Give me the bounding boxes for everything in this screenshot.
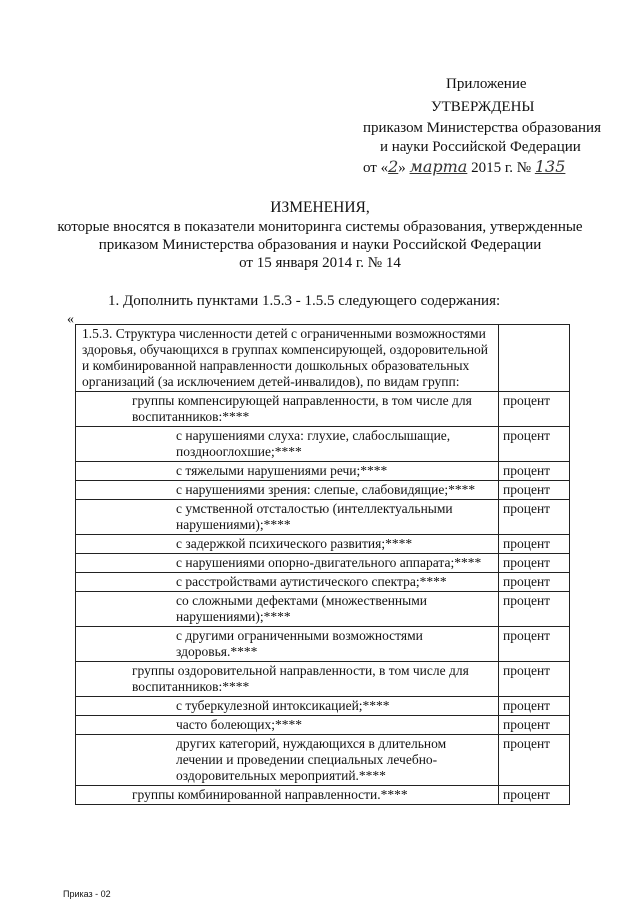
date-month: марта: [409, 157, 468, 176]
table-row: [76, 716, 570, 735]
title-line-1: которые вносятся в показатели мониторинга системы образования, утвержденные: [57, 219, 583, 235]
table-row: [76, 462, 570, 481]
row-text-cell: группы оздоровительной направленности, в том числе для воспитанников:****: [76, 662, 499, 697]
unit-cell: процент: [499, 662, 570, 697]
approved-label: УТВЕРЖДЕНЫ: [431, 99, 535, 115]
footer-code: Приказ - 02: [63, 889, 111, 899]
order-line-1: приказом Министерства образования: [363, 120, 601, 136]
unit-cell: процент: [499, 592, 570, 627]
date-mid: »: [398, 160, 406, 176]
section-heading-cell: 1.5.3. Структура численности детей с ограниченными возможностями здоровья, обучающихся в группах компенсирующей, оздоровительной и комбинированной направленности дошкольных образовательных организаций (за исключением детей-инвалидов), по видам групп:: [76, 325, 499, 392]
unit-cell: процент: [499, 786, 570, 805]
intro-paragraph: 1. Дополнить пунктами 1.5.3 - 1.5.5 следующего содержания:: [108, 293, 501, 309]
unit-cell: процент: [499, 573, 570, 592]
title-line-2: приказом Министерства образования и науки Российской Федерации: [98, 237, 542, 253]
row-text-cell: с задержкой психического развития;****: [76, 535, 499, 554]
opening-quote: «: [67, 312, 74, 327]
unit-cell: процент: [499, 392, 570, 427]
table-row: [76, 592, 570, 627]
table-row: [76, 481, 570, 500]
date-year: 2015 г. №: [471, 160, 532, 176]
unit-cell: процент: [499, 462, 570, 481]
row-text-cell: группы компенсирующей направленности, в том числе для воспитанников:****: [76, 392, 499, 427]
unit-cell: процент: [499, 500, 570, 535]
row-text-cell: других категорий, нуждающихся в длительном лечении и проведении специальных лечебно-оздоровительных мероприятий.****: [76, 735, 499, 786]
table-row: [76, 627, 570, 662]
unit-cell: процент: [499, 697, 570, 716]
table-row: [76, 392, 570, 427]
table-row: [76, 786, 570, 805]
table-row: [76, 573, 570, 592]
indicators-table: [75, 324, 570, 805]
table-row: [76, 500, 570, 535]
row-text-cell: группы комбинированной направленности.****: [76, 786, 499, 805]
unit-cell: процент: [499, 735, 570, 786]
row-text-cell: с расстройствами аутистического спектра;****: [76, 573, 499, 592]
row-text-cell: с нарушениями зрения: слепые, слабовидящие;****: [76, 481, 499, 500]
row-text-cell: часто болеющих;****: [76, 716, 499, 735]
table-row: [76, 427, 570, 462]
unit-cell: процент: [499, 554, 570, 573]
row-text-cell: с нарушениями опорно-двигательного аппарата;****: [76, 554, 499, 573]
unit-cell: процент: [499, 716, 570, 735]
row-text-cell: с нарушениями слуха: глухие, слабослышащие, позднооглохшие;****: [76, 427, 499, 462]
order-number: 135: [534, 157, 566, 176]
row-text-cell: с умственной отсталостью (интеллектуальными нарушениями);****: [76, 500, 499, 535]
title-line-3: от 15 января 2014 г. № 14: [239, 255, 401, 271]
date-day: 2: [388, 157, 399, 176]
order-date-line: [363, 158, 565, 177]
date-prefix: от «: [363, 160, 389, 176]
order-line-2: и науки Российской Федерации: [380, 139, 581, 155]
unit-cell: процент: [499, 427, 570, 462]
unit-cell: процент: [499, 535, 570, 554]
table-row: [76, 554, 570, 573]
unit-cell: процент: [499, 481, 570, 500]
table-row: [76, 697, 570, 716]
document-heading: ИЗМЕНЕНИЯ,: [270, 199, 370, 216]
row-text-cell: с туберкулезной интоксикацией;****: [76, 697, 499, 716]
table-row: [76, 735, 570, 786]
row-text-cell: со сложными дефектами (множественными нарушениями);****: [76, 592, 499, 627]
table-row: [76, 535, 570, 554]
appendix-label: Приложение: [446, 76, 527, 92]
unit-cell-empty: [499, 325, 570, 392]
table-row: [76, 662, 570, 697]
row-text-cell: с тяжелыми нарушениями речи;****: [76, 462, 499, 481]
unit-cell: процент: [499, 627, 570, 662]
table-head-row: [76, 325, 570, 392]
row-text-cell: с другими ограниченными возможностями здоровья.****: [76, 627, 499, 662]
